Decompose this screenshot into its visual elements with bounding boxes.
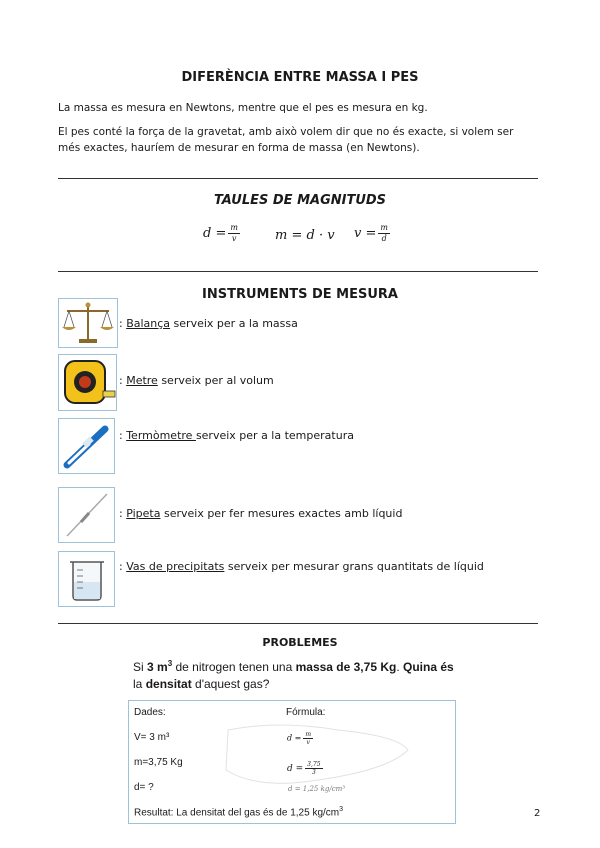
formula-volume bbox=[354, 223, 392, 244]
q-part: Quina és bbox=[403, 660, 454, 674]
formula-density bbox=[203, 223, 242, 244]
q-part: Si bbox=[133, 660, 148, 674]
balance-icon bbox=[58, 298, 118, 348]
instrument-pipette bbox=[119, 507, 402, 520]
formula-volume-num: m bbox=[380, 223, 388, 232]
data-mass: m=3,75 Kg bbox=[134, 757, 183, 768]
hw-formula-1 bbox=[287, 731, 315, 746]
formula-density-den: v bbox=[231, 234, 237, 243]
instrument-prefix: : bbox=[119, 560, 127, 573]
hw-formula-2 bbox=[287, 761, 325, 776]
instrument-prefix: : bbox=[119, 429, 127, 442]
divider bbox=[58, 623, 538, 624]
tape-measure-icon bbox=[58, 354, 117, 411]
result-sup: 3 bbox=[339, 806, 344, 813]
hw-part: 3 bbox=[311, 769, 316, 776]
formula-volume-den: d bbox=[381, 234, 387, 243]
instrument-desc: serveix per mesurar grans quantitats de líquid bbox=[224, 560, 484, 573]
q-part: . bbox=[396, 660, 403, 674]
formula-volume-lhs: v = bbox=[354, 226, 377, 241]
thermometer-icon bbox=[58, 418, 115, 474]
instrument-name: Metre bbox=[126, 374, 158, 387]
dades-label: Dades: bbox=[134, 707, 166, 718]
hw-part: m bbox=[305, 731, 312, 738]
hw-part: d = bbox=[287, 764, 304, 774]
instrument-desc: serveix per fer mesures exactes amb líquid bbox=[160, 507, 403, 520]
q-part: 3 bbox=[167, 659, 173, 668]
divider bbox=[58, 178, 538, 179]
formula-density-lhs: d = bbox=[203, 226, 227, 241]
paragraph-2: El pes conté la força de la gravetat, amb això volem dir que no és exacte, si volem ser més exactes, hauríem de mesurar en forma de massa (en Newtons). bbox=[58, 126, 514, 154]
hw-part: 3,75 bbox=[307, 761, 321, 768]
instrument-desc: serveix per a la temperatura bbox=[195, 429, 354, 442]
instrument-name: Vas de precipitats bbox=[126, 560, 225, 573]
section-title-mass-weight: DIFERÈNCIA ENTRE MASSA I PES bbox=[181, 70, 419, 85]
result-line bbox=[134, 806, 343, 818]
formula-density-num: m bbox=[230, 223, 238, 232]
instrument-desc: serveix per al volum bbox=[157, 374, 274, 387]
problem-question-line2 bbox=[133, 677, 269, 691]
section-title-magnitudes: TAULES DE MAGNITUDS bbox=[213, 193, 387, 208]
q-part: massa de 3,75 Kg bbox=[295, 660, 397, 674]
page-number: 2 bbox=[534, 808, 541, 819]
formula-mass: m = d · v bbox=[275, 228, 335, 243]
q-part: 3 m bbox=[147, 660, 168, 674]
q-part: la bbox=[133, 677, 146, 691]
divider bbox=[58, 271, 538, 272]
instrument-name: Termòmetre bbox=[126, 429, 196, 442]
problem-question-line1 bbox=[133, 659, 454, 674]
q-part: d'aquest gas? bbox=[191, 677, 270, 691]
data-density: d= ? bbox=[134, 782, 154, 793]
formula-label: Fórmula: bbox=[286, 707, 326, 718]
hw-part: v bbox=[306, 739, 310, 746]
beaker-icon bbox=[58, 551, 115, 607]
result-text: Resultat: La densitat del gas és de 1,25 kg/cm bbox=[134, 807, 340, 819]
hw-part: d = bbox=[287, 733, 302, 743]
instrument-beaker bbox=[119, 560, 484, 573]
instrument-prefix: : bbox=[119, 374, 127, 387]
q-part: de nitrogen tenen una bbox=[172, 660, 296, 674]
hw-formula-3: d = 1,25 kg/cm³ bbox=[288, 785, 346, 793]
pipette-icon bbox=[58, 487, 115, 543]
section-title-instruments: INSTRUMENTS DE MESURA bbox=[202, 287, 398, 302]
instrument-tape bbox=[119, 374, 274, 387]
instrument-prefix: : bbox=[119, 317, 127, 330]
paragraph-1: La massa es mesura en Newtons, mentre que el pes es mesura en kg. bbox=[58, 102, 428, 114]
q-part: densitat bbox=[145, 677, 192, 691]
instrument-name: Pipeta bbox=[126, 507, 161, 520]
instrument-name: Balança bbox=[126, 317, 171, 330]
data-volume: V= 3 m³ bbox=[134, 732, 170, 743]
instrument-thermometer bbox=[119, 429, 354, 442]
section-title-problems: PROBLEMES bbox=[262, 636, 338, 649]
instrument-prefix: : bbox=[119, 507, 127, 520]
instrument-desc: serveix per a la massa bbox=[170, 317, 298, 330]
instrument-balance bbox=[119, 317, 298, 330]
